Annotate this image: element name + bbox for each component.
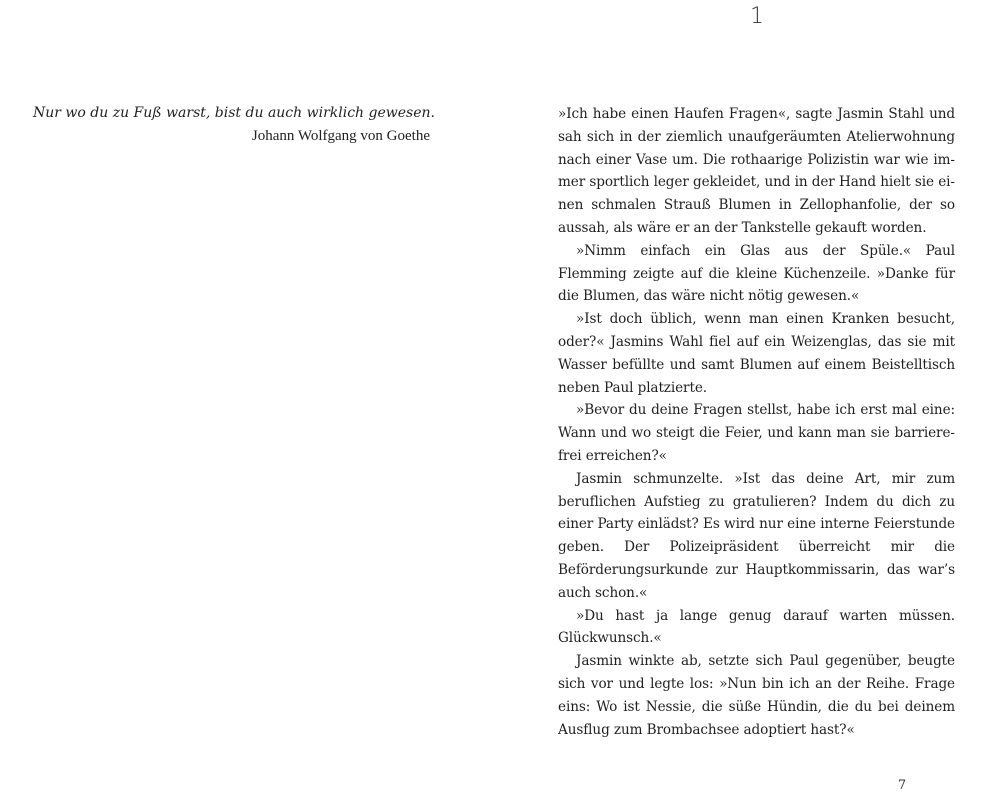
paragraph: »Bevor du deine Fragen stellst, habe ich erst mal eine: Wann und wo steigt die Feier, und kann man sie barrierefrei erreichen?«: [558, 402, 955, 464]
right-page: [497, 0, 994, 795]
page-number: 7: [897, 778, 907, 793]
paragraph: »Du hast ja lange genug darauf warten müssen. Glückwunsch.«: [558, 607, 955, 647]
paragraph: Jasmin schmunzelte. »Ist das deine Art, mir zum beruflichen Aufstieg zu gratulieren? Indem du dich zu einer Party einlädst? Es wird nur eine interne Feierstunde geben. Der Polizeipräsident überreicht mir die Beförderungsurkunde zur Hauptkommissarin, das war’s auch schon.«: [558, 470, 955, 601]
chapter-number: 1: [750, 4, 764, 29]
paragraph: »Nimm einfach ein Glas aus der Spüle.« Paul Flemming zeigte auf die kleine Küchenzeile. »Danke für die Blumen, das wäre nicht nötig gewesen.«: [558, 242, 955, 305]
epigraph-author: Johann Wolfgang von Goethe: [251, 128, 430, 144]
epigraph: [33, 102, 435, 148]
paragraph: Jasmin winkte ab, setzte sich Paul gegenüber, beugte sich vor und legte los: »Nun bin ich an der Reihe. Frage eins: Wo ist Nessie, die süße Hündin, die du bei deinem Ausflug zum Brombachsee adoptiert hast?«: [558, 653, 955, 738]
paragraph: »Ich habe einen Haufen Fragen«, sagte Jasmin Stahl und sah sich in der ziemlich unaufgeräumten Atelierwohnung nach einer Vase um. Die rothaarige Polizistin war wie immer sportlich leger gekleidet, und in der Hand hielt sie einen schmalen Strauß Blumen in Zellophanfolie, der so aussah, als wäre er an der Tankstelle gekauft worden.: [558, 106, 955, 236]
chapter-body: [558, 103, 955, 741]
paragraph: »Ist doch üblich, wenn man einen Kranken besucht, oder?« Jasmins Wahl fiel auf ein Weizenglas, das sie mit Wasser befüllte und samt Blumen auf einem Beistelltisch neben Paul platzierte.: [558, 311, 955, 396]
epigraph-quote: Nur wo du zu Fuß warst, bist du auch wirklich gewesen.: [33, 105, 435, 121]
